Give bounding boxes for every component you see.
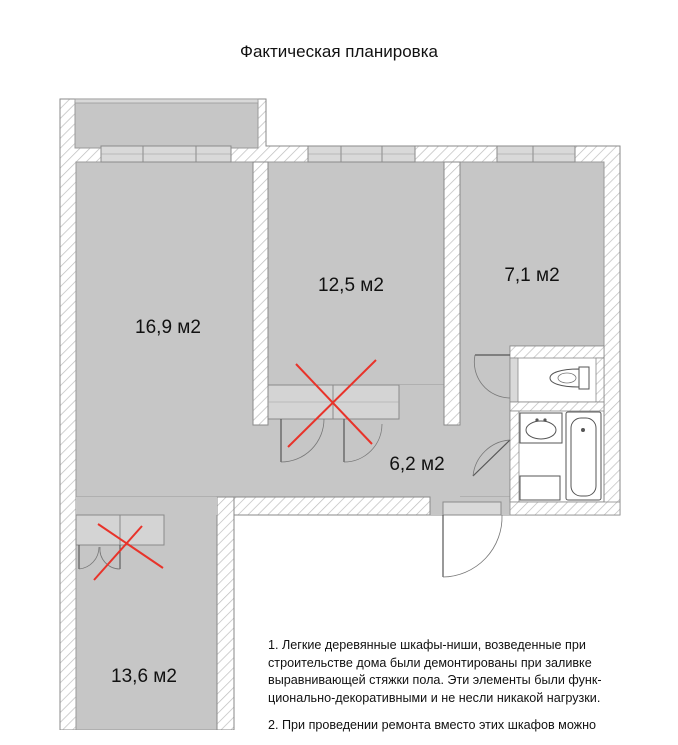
- bathtub-icon: [566, 412, 601, 500]
- room-area-bedroom: 12,5 м2: [318, 275, 384, 296]
- room-area-living: 16,9 м2: [135, 317, 201, 338]
- note-item: 2. При проведении ремонта вместо этих шкафов можно: [268, 718, 597, 732]
- notes: [268, 637, 663, 745]
- removed-cabinet: [76, 515, 164, 545]
- plan-title: Фактическая планировка: [240, 42, 438, 61]
- balcony: [75, 99, 258, 148]
- window-icon: [101, 146, 231, 162]
- sink-icon: [520, 413, 562, 443]
- window-icon: [308, 146, 415, 162]
- entrance-door-icon: [443, 502, 502, 577]
- washing-machine-icon: [520, 476, 560, 500]
- window-icon: [497, 146, 575, 162]
- room-area-small-room: 7,1 м2: [504, 265, 560, 286]
- room-area-hall: 6,2 м2: [389, 454, 445, 475]
- room-area-kitchen: 13,6 м2: [111, 666, 177, 687]
- note-item: 1. Легкие деревянные шкафы-ниши, возведенные при строительстве дома были демонтированы при заливке выравнивающей стяжки пола. Эти элементы были функ-ционально-декоративными и не несли никакой нагрузки.: [268, 638, 602, 705]
